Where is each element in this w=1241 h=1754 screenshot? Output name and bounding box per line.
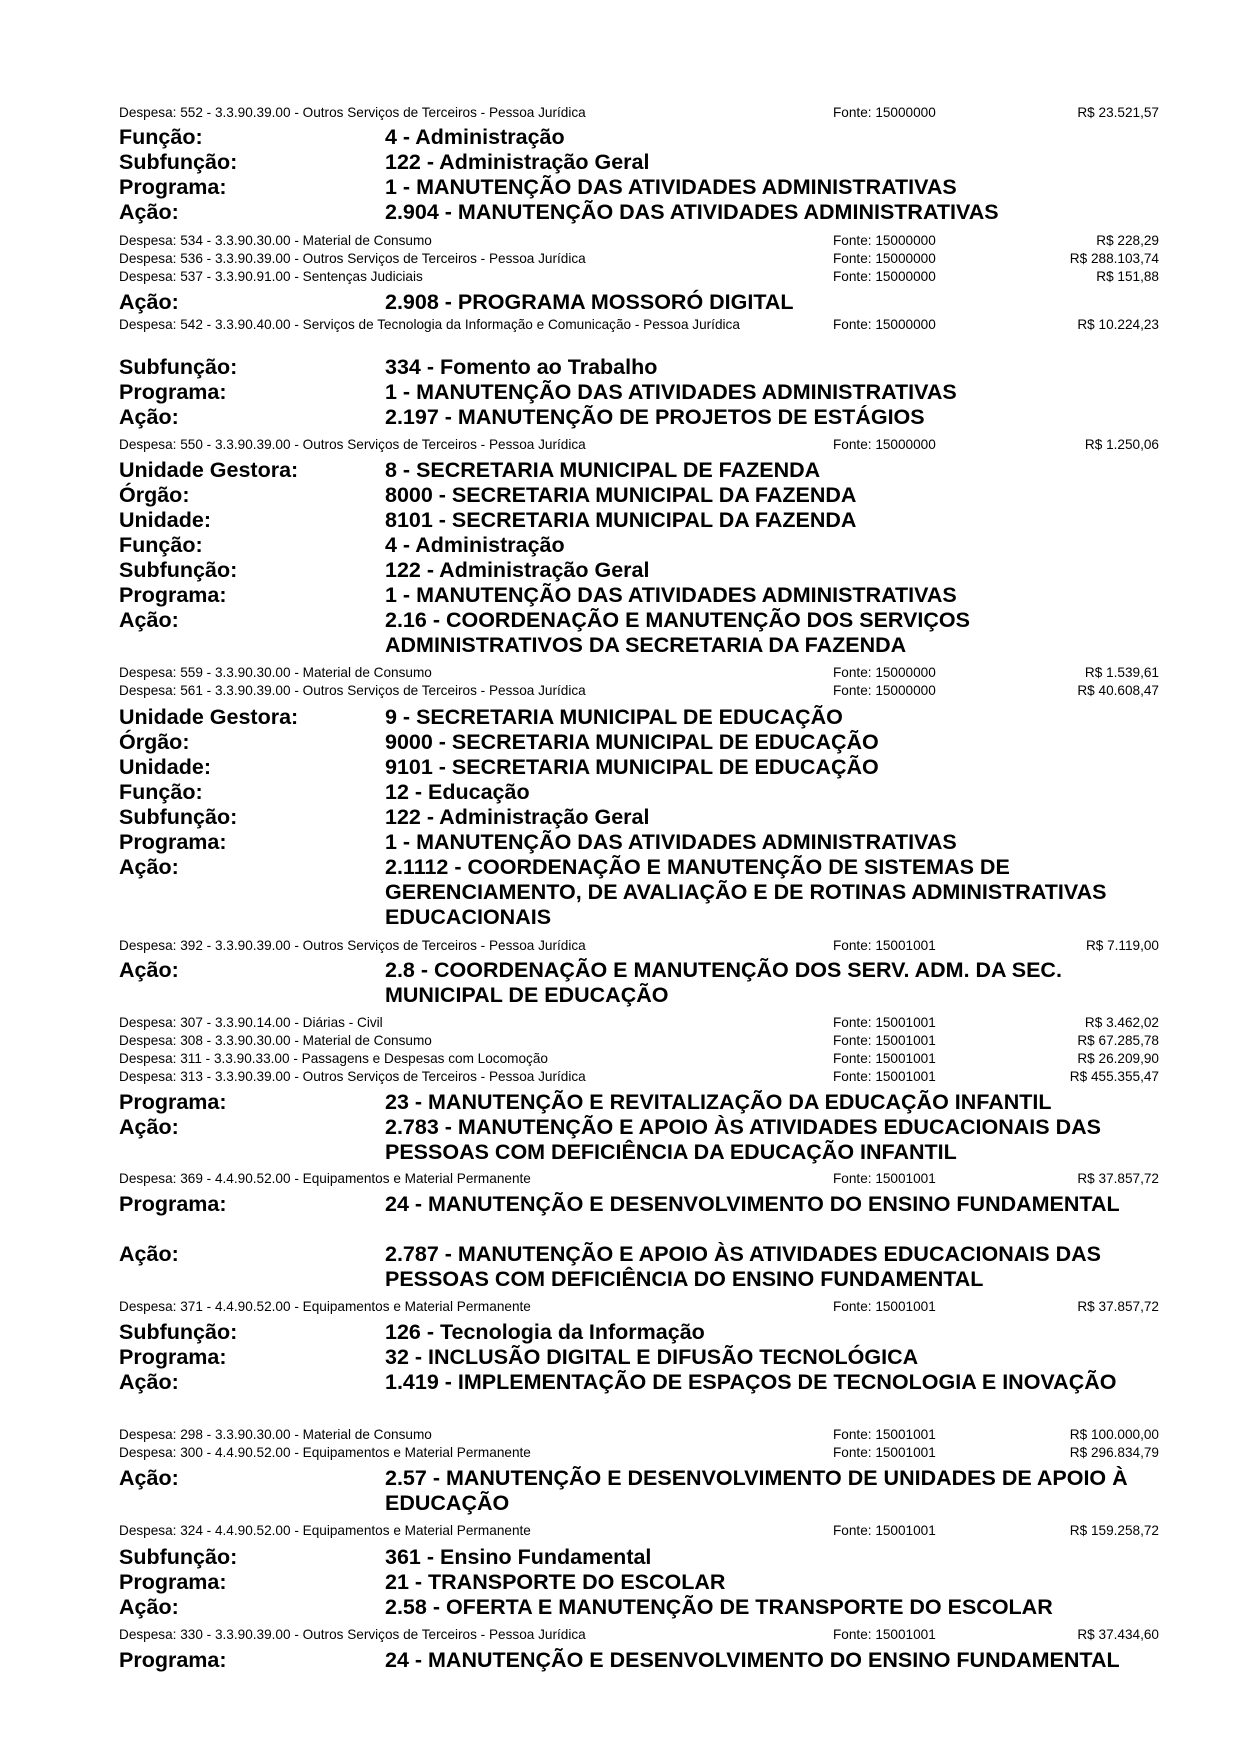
expense-description: Despesa: 550 - 3.3.90.39.00 - Outros Serviços de Terceiros - Pessoa Jurídica	[119, 437, 586, 452]
heading-value: 8101 - SECRETARIA MUNICIPAL DA FAZENDA	[385, 508, 857, 532]
heading-value: 361 - Ensino Fundamental	[385, 1545, 652, 1569]
heading-label: Programa:	[119, 583, 227, 607]
expense-value: R$ 7.119,00	[1085, 938, 1159, 953]
expense-description: Despesa: 542 - 3.3.90.40.00 - Serviços de Tecnologia da Informação e Comunicação - Pessoa Jurídica	[119, 317, 740, 332]
heading-value: 2.58 - OFERTA E MANUTENÇÃO DE TRANSPORTE DO ESCOLAR	[385, 1595, 1053, 1619]
heading-label: Ação:	[119, 405, 179, 429]
expense-row	[119, 1068, 1159, 1086]
heading-value: 1 - MANUTENÇÃO DAS ATIVIDADES ADMINISTRATIVAS	[385, 175, 957, 199]
expense-description: Despesa: 311 - 3.3.90.33.00 - Passagens e Despesas com Locomoção	[119, 1051, 548, 1066]
expense-row	[119, 1014, 1159, 1032]
heading-label: Programa:	[119, 1090, 227, 1114]
expense-value: R$ 26.209,90	[1077, 1051, 1159, 1066]
expense-description: Despesa: 537 - 3.3.90.91.00 - Sentenças Judiciais	[119, 269, 423, 284]
expense-row	[119, 1298, 1159, 1316]
heading-value: 122 - Administração Geral	[385, 150, 650, 174]
heading-label: Ação:	[119, 855, 179, 879]
heading-label: Programa:	[119, 1648, 227, 1672]
heading-label: Ação:	[119, 958, 179, 982]
expense-description: Despesa: 298 - 3.3.90.30.00 - Material de Consumo	[119, 1427, 432, 1442]
heading-value: 1 - MANUTENÇÃO DAS ATIVIDADES ADMINISTRATIVAS	[385, 380, 957, 404]
expense-row	[119, 1626, 1159, 1644]
heading-label: Função:	[119, 533, 203, 557]
expense-description: Despesa: 300 - 4.4.90.52.00 - Equipamentos e Material Permanente	[119, 1445, 531, 1460]
expense-description: Despesa: 308 - 3.3.90.30.00 - Material de Consumo	[119, 1033, 432, 1048]
expense-row	[119, 250, 1159, 268]
heading-value: 9000 - SECRETARIA MUNICIPAL DE EDUCAÇÃO	[385, 730, 879, 754]
heading-value: 122 - Administração Geral	[385, 558, 650, 582]
expense-row	[119, 268, 1159, 286]
expense-value: R$ 159.258,72	[1069, 1523, 1159, 1538]
heading-value: 1 - MANUTENÇÃO DAS ATIVIDADES ADMINISTRATIVAS	[385, 830, 957, 854]
expense-row	[119, 664, 1159, 682]
expense-description: Despesa: 536 - 3.3.90.39.00 - Outros Serviços de Terceiros - Pessoa Jurídica	[119, 251, 586, 266]
heading-value: 4 - Administração	[385, 533, 565, 557]
expense-value: R$ 288.103,74	[1069, 251, 1159, 266]
heading-value: 9 - SECRETARIA MUNICIPAL DE EDUCAÇÃO	[385, 705, 843, 729]
expense-description: Despesa: 324 - 4.4.90.52.00 - Equipamentos e Material Permanente	[119, 1523, 531, 1538]
heading-label: Função:	[119, 125, 203, 149]
heading-label: Ação:	[119, 1595, 179, 1619]
heading-value: 21 - TRANSPORTE DO ESCOLAR	[385, 1570, 726, 1594]
expense-value: R$ 37.857,72	[1077, 1299, 1159, 1314]
expense-row	[119, 1170, 1159, 1188]
heading-label: Ação:	[119, 200, 179, 224]
heading-value: 1.419 - IMPLEMENTAÇÃO DE ESPAÇOS DE TECNOLOGIA E INOVAÇÃO	[385, 1370, 1117, 1394]
expense-row	[119, 1426, 1159, 1444]
expense-fonte: Fonte: 15001001	[833, 1051, 936, 1066]
expense-fonte: Fonte: 15000000	[833, 105, 936, 120]
heading-label: Subfunção:	[119, 1320, 238, 1344]
expense-row	[119, 316, 1159, 334]
heading-label: Órgão:	[119, 730, 190, 754]
heading-label: Ação:	[119, 1115, 179, 1139]
expense-fonte: Fonte: 15000000	[833, 233, 936, 248]
expense-fonte: Fonte: 15001001	[833, 1171, 936, 1186]
expense-fonte: Fonte: 15000000	[833, 437, 936, 452]
heading-label: Programa:	[119, 175, 227, 199]
expense-description: Despesa: 392 - 3.3.90.39.00 - Outros Serviços de Terceiros - Pessoa Jurídica	[119, 938, 586, 953]
heading-label: Subfunção:	[119, 150, 238, 174]
heading-label: Ação:	[119, 290, 179, 314]
heading-label: Programa:	[119, 1192, 227, 1216]
heading-value: 1 - MANUTENÇÃO DAS ATIVIDADES ADMINISTRATIVAS	[385, 583, 957, 607]
expense-fonte: Fonte: 15001001	[833, 1069, 936, 1084]
heading-value: 32 - INCLUSÃO DIGITAL E DIFUSÃO TECNOLÓGICA	[385, 1345, 919, 1369]
heading-value: 2.8 - COORDENAÇÃO E MANUTENÇÃO DOS SERV. ADM. DA SEC. MUNICIPAL DE EDUCAÇÃO	[385, 958, 1062, 1007]
heading-label: Unidade Gestora:	[119, 458, 299, 482]
expense-description: Despesa: 313 - 3.3.90.39.00 - Outros Serviços de Terceiros - Pessoa Jurídica	[119, 1069, 586, 1084]
heading-label: Função:	[119, 780, 203, 804]
heading-label: Subfunção:	[119, 558, 238, 582]
expense-fonte: Fonte: 15000000	[833, 683, 936, 698]
expense-value: R$ 100.000,00	[1069, 1427, 1159, 1442]
heading-value: 2.16 - COORDENAÇÃO E MANUTENÇÃO DOS SERVIÇOS ADMINISTRATIVOS DA SECRETARIA DA FAZENDA	[385, 608, 970, 657]
expense-description: Despesa: 552 - 3.3.90.39.00 - Outros Serviços de Terceiros - Pessoa Jurídica	[119, 105, 586, 120]
expense-description: Despesa: 561 - 3.3.90.39.00 - Outros Serviços de Terceiros - Pessoa Jurídica	[119, 683, 586, 698]
expense-value: R$ 40.608,47	[1077, 683, 1159, 698]
expense-description: Despesa: 369 - 4.4.90.52.00 - Equipamentos e Material Permanente	[119, 1171, 531, 1186]
expense-fonte: Fonte: 15000000	[833, 317, 936, 332]
heading-label: Ação:	[119, 608, 179, 632]
heading-label: Subfunção:	[119, 805, 238, 829]
expense-fonte: Fonte: 15001001	[833, 1523, 936, 1538]
heading-label: Programa:	[119, 380, 227, 404]
expense-row	[119, 682, 1159, 700]
expense-value: R$ 151,88	[1096, 269, 1159, 284]
expense-description: Despesa: 371 - 4.4.90.52.00 - Equipamentos e Material Permanente	[119, 1299, 531, 1314]
expense-description: Despesa: 534 - 3.3.90.30.00 - Material de Consumo	[119, 233, 432, 248]
heading-label: Ação:	[119, 1370, 179, 1394]
expense-value: R$ 10.224,23	[1077, 317, 1159, 332]
expense-fonte: Fonte: 15001001	[833, 1427, 936, 1442]
heading-value: 2.1112 - COORDENAÇÃO E MANUTENÇÃO DE SISTEMAS DE GERENCIAMENTO, DE AVALIAÇÃO E DE ROTINAS ADMINISTRATIVAS EDUCACIONAIS	[385, 855, 1107, 929]
heading-value: 12 - Educação	[385, 780, 530, 804]
expense-fonte: Fonte: 15001001	[833, 1445, 936, 1460]
expense-value: R$ 296.834,79	[1069, 1445, 1159, 1460]
expense-value: R$ 228,29	[1096, 233, 1159, 248]
expense-value: R$ 3.462,02	[1084, 1015, 1159, 1030]
heading-value: 2.783 - MANUTENÇÃO E APOIO ÀS ATIVIDADES EDUCACIONAIS DAS PESSOAS COM DEFICIÊNCIA DA EDUCAÇÃO INFANTIL	[385, 1115, 1101, 1164]
expense-value: R$ 23.521,57	[1077, 105, 1159, 120]
expense-fonte: Fonte: 15001001	[833, 1015, 936, 1030]
expense-value: R$ 37.434,60	[1077, 1627, 1159, 1642]
heading-label: Programa:	[119, 830, 227, 854]
heading-value: 24 - MANUTENÇÃO E DESENVOLVIMENTO DO ENSINO FUNDAMENTAL	[385, 1648, 1120, 1672]
expense-row	[119, 937, 1159, 955]
expense-value: R$ 67.285,78	[1077, 1033, 1159, 1048]
expense-fonte: Fonte: 15001001	[833, 1299, 936, 1314]
heading-value: 334 - Fomento ao Trabalho	[385, 355, 658, 379]
heading-label: Ação:	[119, 1466, 179, 1490]
expense-value: R$ 455.355,47	[1069, 1069, 1159, 1084]
expense-row	[119, 232, 1159, 250]
heading-value: 4 - Administração	[385, 125, 565, 149]
expense-description: Despesa: 330 - 3.3.90.39.00 - Outros Serviços de Terceiros - Pessoa Jurídica	[119, 1627, 586, 1642]
heading-label: Unidade Gestora:	[119, 705, 299, 729]
heading-value: 9101 - SECRETARIA MUNICIPAL DE EDUCAÇÃO	[385, 755, 879, 779]
expense-row	[119, 1050, 1159, 1068]
expense-fonte: Fonte: 15001001	[833, 1627, 936, 1642]
expense-fonte: Fonte: 15001001	[833, 938, 936, 953]
heading-value: 2.57 - MANUTENÇÃO E DESENVOLVIMENTO DE UNIDADES DE APOIO À EDUCAÇÃO	[385, 1466, 1128, 1515]
heading-value: 2.904 - MANUTENÇÃO DAS ATIVIDADES ADMINISTRATIVAS	[385, 200, 999, 224]
expense-row	[119, 104, 1159, 122]
heading-value: 23 - MANUTENÇÃO E REVITALIZAÇÃO DA EDUCAÇÃO INFANTIL	[385, 1090, 1052, 1114]
expense-fonte: Fonte: 15000000	[833, 251, 936, 266]
heading-label: Programa:	[119, 1345, 227, 1369]
heading-value: 2.197 - MANUTENÇÃO DE PROJETOS DE ESTÁGIOS	[385, 405, 925, 429]
heading-value: 126 - Tecnologia da Informação	[385, 1320, 705, 1344]
expense-row	[119, 1032, 1159, 1050]
heading-label: Subfunção:	[119, 355, 238, 379]
heading-label: Subfunção:	[119, 1545, 238, 1569]
heading-label: Ação:	[119, 1242, 179, 1266]
expense-description: Despesa: 559 - 3.3.90.30.00 - Material de Consumo	[119, 665, 432, 680]
heading-value: 24 - MANUTENÇÃO E DESENVOLVIMENTO DO ENSINO FUNDAMENTAL	[385, 1192, 1120, 1216]
heading-value: 2.908 - PROGRAMA MOSSORÓ DIGITAL	[385, 290, 794, 314]
heading-label: Unidade:	[119, 508, 211, 532]
expense-row	[119, 1444, 1159, 1462]
heading-value: 2.787 - MANUTENÇÃO E APOIO ÀS ATIVIDADES EDUCACIONAIS DAS PESSOAS COM DEFICIÊNCIA DO ENSINO FUNDAMENTAL	[385, 1242, 1101, 1291]
expense-fonte: Fonte: 15000000	[833, 269, 936, 284]
heading-value: 122 - Administração Geral	[385, 805, 650, 829]
expense-fonte: Fonte: 15001001	[833, 1033, 936, 1048]
heading-value: 8 - SECRETARIA MUNICIPAL DE FAZENDA	[385, 458, 821, 482]
heading-value: 8000 - SECRETARIA MUNICIPAL DA FAZENDA	[385, 483, 857, 507]
heading-label: Programa:	[119, 1570, 227, 1594]
expense-fonte: Fonte: 15000000	[833, 665, 936, 680]
expense-value: R$ 1.539,61	[1084, 665, 1159, 680]
expense-row	[119, 1522, 1159, 1540]
expense-description: Despesa: 307 - 3.3.90.14.00 - Diárias - Civil	[119, 1015, 383, 1030]
heading-label: Órgão:	[119, 483, 190, 507]
heading-label: Unidade:	[119, 755, 211, 779]
expense-row	[119, 436, 1159, 454]
expense-value: R$ 37.857,72	[1077, 1171, 1159, 1186]
expense-value: R$ 1.250,06	[1084, 437, 1159, 452]
